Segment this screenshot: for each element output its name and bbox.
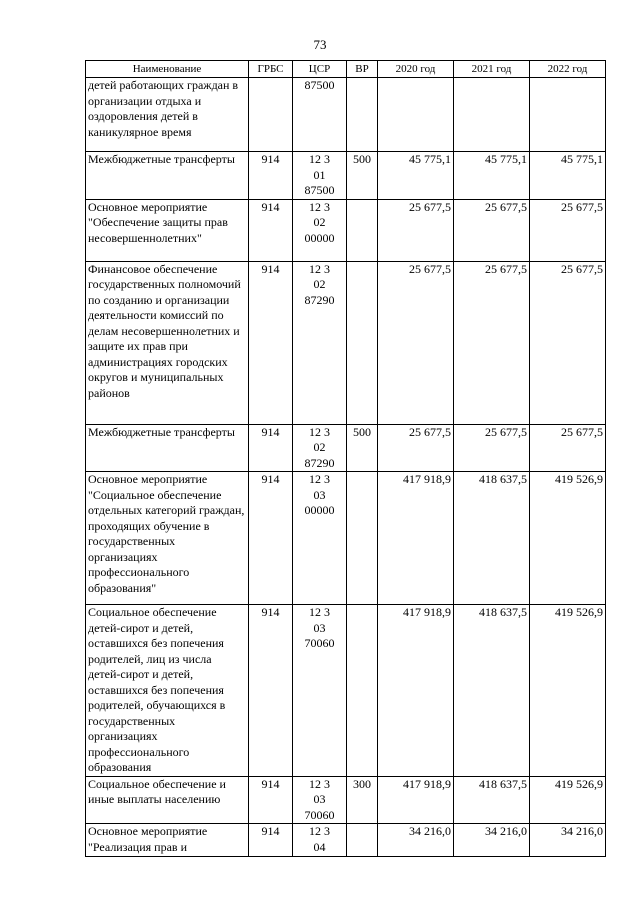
row-2020 xyxy=(378,78,454,152)
row-grbs xyxy=(249,78,293,152)
row-2020: 417 918,9 xyxy=(378,776,454,824)
row-name: детей работающих граждан в организации отдыха и оздоровления детей в каникулярное время xyxy=(86,78,249,152)
row-csr: 12 3 03 70060 xyxy=(293,605,347,777)
row-name: Социальное обеспечение детей-сирот и детей, оставшихся без попечения родителей, лиц из числа детей-сирот и детей, оставшихся без попечения родителей, обучающихся в государственных организациях профессионального образования xyxy=(86,605,249,777)
row-vr xyxy=(347,605,378,777)
column-header-name: Наименование xyxy=(86,61,249,78)
row-2020: 417 918,9 xyxy=(378,605,454,777)
budget-table xyxy=(85,60,606,857)
row-name: Основное мероприятие "Обеспечение защиты прав несовершеннолетних" xyxy=(86,199,249,261)
row-grbs: 914 xyxy=(249,472,293,605)
row-csr: 12 3 03 00000 xyxy=(293,472,347,605)
row-2022: 25 677,5 xyxy=(530,261,606,424)
row-name: Основное мероприятие "Социальное обеспечение отдельных категорий граждан, проходящих обучение в государственных организациях профессионального образования" xyxy=(86,472,249,605)
table-row xyxy=(86,78,606,152)
row-2021: 25 677,5 xyxy=(454,424,530,472)
row-name: Межбюджетные трансферты xyxy=(86,424,249,472)
row-name: Финансовое обеспечение государственных полномочий по созданию и организации деятельности комиссий по делам несовершеннолетних и защите их прав при администрациях городских округов и муниципальных районов xyxy=(86,261,249,424)
row-csr: 12 3 02 87290 xyxy=(293,261,347,424)
row-2022: 419 526,9 xyxy=(530,472,606,605)
row-grbs: 914 xyxy=(249,824,293,857)
table-row xyxy=(86,605,606,777)
row-name: Основное мероприятие "Реализация прав и xyxy=(86,824,249,857)
row-2022: 34 216,0 xyxy=(530,824,606,857)
row-2020: 34 216,0 xyxy=(378,824,454,857)
table-row xyxy=(86,152,606,200)
row-vr: 500 xyxy=(347,152,378,200)
row-2020: 25 677,5 xyxy=(378,199,454,261)
row-grbs: 914 xyxy=(249,424,293,472)
row-2021: 418 637,5 xyxy=(454,776,530,824)
column-header-2021: 2021 год xyxy=(454,61,530,78)
column-header-csr: ЦСР xyxy=(293,61,347,78)
row-vr xyxy=(347,78,378,152)
row-2020: 25 677,5 xyxy=(378,261,454,424)
row-vr: 500 xyxy=(347,424,378,472)
row-csr: 12 3 02 00000 xyxy=(293,199,347,261)
row-2022: 25 677,5 xyxy=(530,424,606,472)
row-grbs: 914 xyxy=(249,776,293,824)
row-csr: 12 3 01 87500 xyxy=(293,152,347,200)
row-2021: 25 677,5 xyxy=(454,261,530,424)
row-2021: 45 775,1 xyxy=(454,152,530,200)
column-header-vr: ВР xyxy=(347,61,378,78)
table-header-row xyxy=(86,61,606,78)
row-2020: 25 677,5 xyxy=(378,424,454,472)
table-row xyxy=(86,424,606,472)
row-grbs: 914 xyxy=(249,152,293,200)
row-csr: 12 3 03 70060 xyxy=(293,776,347,824)
row-csr: 87500 xyxy=(293,78,347,152)
row-vr xyxy=(347,261,378,424)
column-header-grbs: ГРБС xyxy=(249,61,293,78)
table-row xyxy=(86,472,606,605)
row-vr xyxy=(347,199,378,261)
row-vr xyxy=(347,824,378,857)
row-2022: 45 775,1 xyxy=(530,152,606,200)
table-row xyxy=(86,824,606,857)
column-header-2022: 2022 год xyxy=(530,61,606,78)
row-2022: 25 677,5 xyxy=(530,199,606,261)
column-header-2020: 2020 год xyxy=(378,61,454,78)
row-2022: 419 526,9 xyxy=(530,605,606,777)
table-row xyxy=(86,199,606,261)
table-row xyxy=(86,776,606,824)
row-name: Социальное обеспечение и иные выплаты населению xyxy=(86,776,249,824)
row-grbs: 914 xyxy=(249,605,293,777)
row-grbs: 914 xyxy=(249,199,293,261)
row-csr: 12 3 02 87290 xyxy=(293,424,347,472)
row-2021: 418 637,5 xyxy=(454,472,530,605)
row-2020: 417 918,9 xyxy=(378,472,454,605)
row-2021 xyxy=(454,78,530,152)
row-grbs: 914 xyxy=(249,261,293,424)
page-number: 73 xyxy=(313,37,327,52)
row-2021: 25 677,5 xyxy=(454,199,530,261)
row-2022 xyxy=(530,78,606,152)
row-2022: 419 526,9 xyxy=(530,776,606,824)
row-2021: 34 216,0 xyxy=(454,824,530,857)
row-vr: 300 xyxy=(347,776,378,824)
table-row xyxy=(86,261,606,424)
row-name: Межбюджетные трансферты xyxy=(86,152,249,200)
row-2021: 418 637,5 xyxy=(454,605,530,777)
row-vr xyxy=(347,472,378,605)
row-2020: 45 775,1 xyxy=(378,152,454,200)
row-csr: 12 3 04 xyxy=(293,824,347,857)
